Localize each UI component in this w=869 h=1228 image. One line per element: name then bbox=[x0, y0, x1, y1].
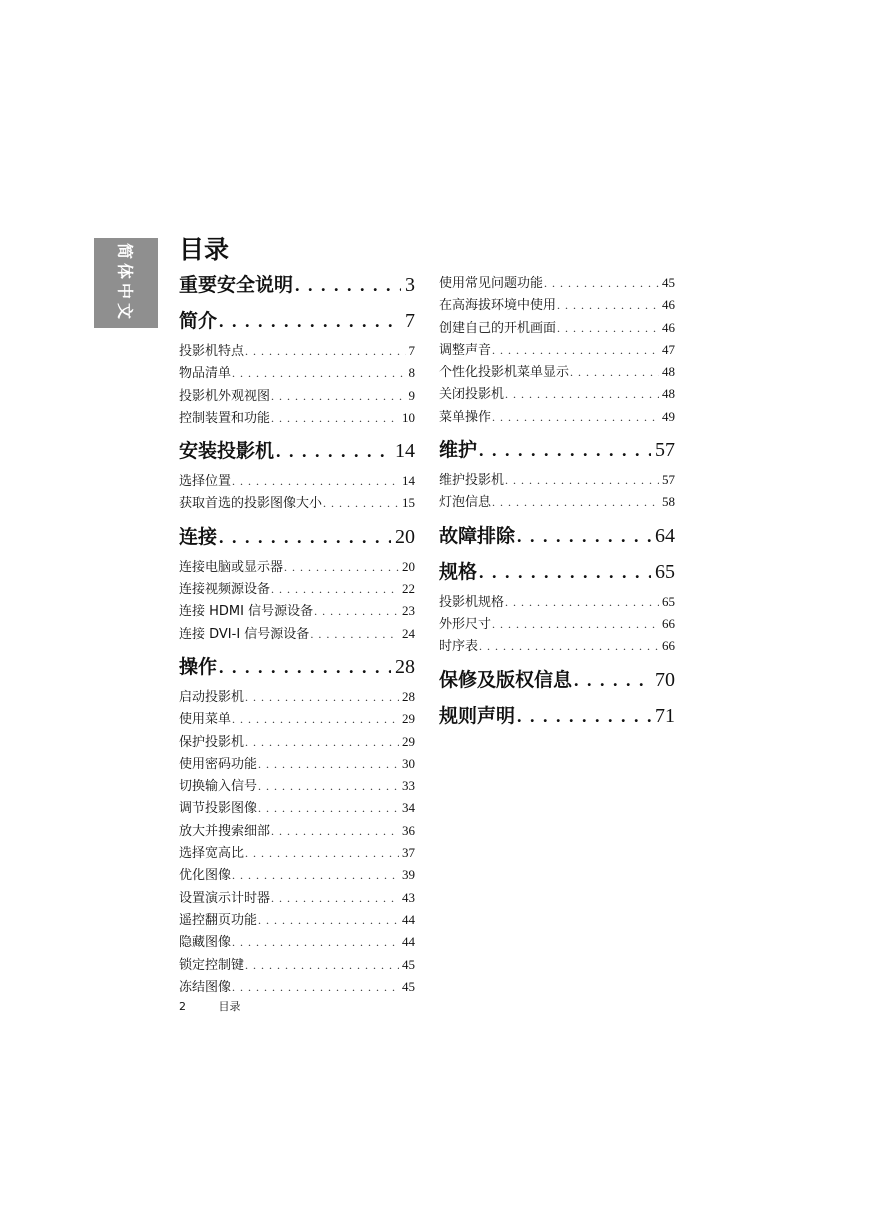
dot-leader bbox=[492, 491, 659, 513]
dot-leader bbox=[245, 842, 399, 864]
dot-leader bbox=[323, 492, 399, 514]
toc-page-number: 70 bbox=[655, 668, 675, 691]
toc-label: 连接 HDMI 信号源设备 bbox=[179, 604, 314, 620]
toc-page-number: 33 bbox=[402, 778, 415, 794]
toc-page-number: 3 bbox=[405, 274, 415, 296]
dot-leader bbox=[544, 272, 659, 294]
toc-label: 灯泡信息 bbox=[439, 495, 492, 511]
toc-entry[interactable] bbox=[179, 954, 415, 976]
dot-leader bbox=[219, 524, 391, 551]
toc-entry[interactable] bbox=[179, 340, 415, 362]
toc-page-number: 20 bbox=[402, 558, 415, 574]
dot-leader bbox=[492, 339, 659, 361]
toc-entry[interactable] bbox=[179, 385, 415, 407]
toc-label: 冻结图像 bbox=[179, 979, 232, 995]
toc-label: 连接视频源设备 bbox=[179, 582, 271, 598]
toc-label: 关闭投影机 bbox=[439, 387, 505, 403]
toc-page-number: 9 bbox=[408, 387, 415, 403]
toc-page-number: 37 bbox=[402, 845, 415, 861]
toc-page-number: 71 bbox=[655, 704, 675, 727]
toc-page-number: 10 bbox=[402, 409, 415, 425]
toc-page-number: 46 bbox=[662, 319, 675, 335]
dot-leader bbox=[232, 470, 399, 492]
toc-label: 放大并搜索细部 bbox=[179, 823, 271, 839]
toc-page-number: 65 bbox=[655, 560, 675, 583]
toc-entry[interactable] bbox=[439, 317, 675, 339]
dot-leader bbox=[258, 775, 399, 797]
dot-leader bbox=[271, 820, 399, 842]
toc-label: 个性化投影机菜单显示 bbox=[439, 365, 570, 381]
dot-leader bbox=[232, 931, 399, 953]
toc-page-number: 44 bbox=[402, 911, 415, 927]
toc-page-number: 30 bbox=[402, 755, 415, 771]
toc-entry[interactable] bbox=[439, 635, 675, 657]
toc-label: 创建自己的开机画面 bbox=[439, 320, 557, 336]
toc-page-number: 28 bbox=[402, 688, 415, 704]
toc-page-number: 46 bbox=[662, 297, 675, 313]
toc-page-number: 28 bbox=[395, 655, 415, 678]
toc-entry[interactable] bbox=[439, 339, 675, 361]
toc-page-number: 20 bbox=[395, 525, 415, 548]
dot-leader bbox=[517, 523, 651, 550]
toc-page-number: 48 bbox=[662, 386, 675, 402]
toc-page-number: 29 bbox=[402, 733, 415, 749]
dot-leader bbox=[232, 362, 405, 384]
toc-entry[interactable] bbox=[179, 362, 415, 384]
toc-entry[interactable] bbox=[179, 708, 415, 730]
toc-page-number: 47 bbox=[662, 341, 675, 357]
toc-label: 锁定控制键 bbox=[179, 957, 245, 973]
dot-leader bbox=[479, 635, 659, 657]
dot-leader bbox=[271, 578, 399, 600]
toc-label: 优化图像 bbox=[179, 868, 232, 884]
dot-leader bbox=[245, 731, 399, 753]
toc-label: 选择位置 bbox=[179, 474, 232, 490]
toc-entry[interactable] bbox=[439, 406, 675, 428]
toc-entry[interactable] bbox=[179, 731, 415, 753]
toc-label: 连接电脑或显示器 bbox=[179, 559, 284, 575]
dot-leader bbox=[314, 600, 399, 622]
toc-label: 隐藏图像 bbox=[179, 935, 232, 951]
toc-entry[interactable] bbox=[179, 931, 415, 953]
dot-leader bbox=[557, 317, 659, 339]
toc-entry[interactable] bbox=[179, 686, 415, 708]
toc-page-number: 39 bbox=[402, 867, 415, 883]
dot-leader bbox=[505, 469, 659, 491]
toc-section-heading[interactable] bbox=[439, 703, 675, 730]
dot-leader bbox=[271, 407, 399, 429]
toc-page-number: 64 bbox=[655, 524, 675, 547]
toc-entry[interactable] bbox=[439, 591, 675, 613]
dot-leader bbox=[245, 686, 399, 708]
toc-label: 遥控翻页功能 bbox=[179, 912, 258, 928]
page-title: 目录 bbox=[179, 235, 230, 264]
toc-label: 使用常见问题功能 bbox=[439, 276, 544, 291]
toc-label: 安装投影机 bbox=[179, 440, 275, 463]
toc-page-number: 14 bbox=[395, 440, 415, 463]
dot-leader bbox=[258, 797, 399, 819]
toc-page-number: 66 bbox=[662, 615, 675, 631]
toc-label: 规格 bbox=[439, 560, 478, 583]
footer-page-number: 2 bbox=[179, 1000, 186, 1013]
toc-label: 维护 bbox=[439, 439, 478, 462]
toc-page-number: 44 bbox=[402, 934, 415, 950]
toc-label: 菜单操作 bbox=[439, 409, 492, 425]
dot-leader bbox=[219, 654, 391, 681]
dot-leader bbox=[574, 667, 651, 694]
toc-entry[interactable] bbox=[179, 578, 415, 600]
toc-page-number: 36 bbox=[402, 822, 415, 838]
toc-label: 启动投影机 bbox=[179, 689, 245, 705]
toc-page-number: 43 bbox=[402, 889, 415, 905]
toc-page-number: 8 bbox=[408, 365, 415, 381]
toc-label: 调节投影图像 bbox=[179, 801, 258, 817]
toc-page-number: 7 bbox=[408, 343, 415, 358]
toc-page-number: 22 bbox=[402, 581, 415, 597]
toc-entry[interactable] bbox=[179, 797, 415, 819]
toc-page-number: 14 bbox=[402, 473, 415, 489]
toc-entry[interactable] bbox=[179, 407, 415, 429]
language-tab-label: 简体中文 bbox=[115, 242, 135, 324]
toc-entry[interactable] bbox=[179, 820, 415, 842]
dot-leader bbox=[271, 887, 399, 909]
toc-page-number: 57 bbox=[655, 439, 675, 462]
toc-label: 获取首选的投影图像大小 bbox=[179, 496, 323, 512]
toc-label: 时序表 bbox=[439, 639, 479, 655]
toc-page-number: 49 bbox=[662, 408, 675, 424]
toc-label: 设置演示计时器 bbox=[179, 890, 271, 906]
toc-label: 重要安全说明 bbox=[179, 274, 294, 296]
toc-label: 选择宽高比 bbox=[179, 846, 245, 862]
dot-leader bbox=[295, 272, 401, 299]
dot-leader bbox=[492, 406, 659, 428]
toc-left-column bbox=[179, 272, 415, 998]
toc-section-heading[interactable] bbox=[439, 667, 675, 694]
toc-label: 故障排除 bbox=[439, 524, 516, 547]
toc-section-heading[interactable] bbox=[439, 559, 675, 586]
toc-page-number: 24 bbox=[402, 625, 415, 641]
dot-leader bbox=[232, 976, 399, 998]
toc-entry[interactable] bbox=[179, 623, 415, 645]
dot-leader bbox=[310, 623, 399, 645]
toc-entry[interactable] bbox=[179, 600, 415, 622]
dot-leader bbox=[271, 385, 405, 407]
toc-section-heading[interactable] bbox=[179, 654, 415, 681]
dot-leader bbox=[232, 708, 399, 730]
dot-leader bbox=[557, 294, 659, 316]
toc-entry[interactable] bbox=[179, 909, 415, 931]
toc-page-number: 57 bbox=[662, 472, 675, 488]
dot-leader bbox=[284, 556, 399, 578]
dot-leader bbox=[479, 437, 651, 464]
toc-entry[interactable] bbox=[439, 294, 675, 316]
toc-label: 投影机外观视图 bbox=[179, 388, 271, 404]
toc-entry[interactable] bbox=[179, 976, 415, 998]
toc-entry[interactable] bbox=[179, 842, 415, 864]
toc-page-number: 58 bbox=[662, 494, 675, 510]
toc-label: 调整声音 bbox=[439, 342, 492, 358]
toc-section-heading[interactable] bbox=[439, 523, 675, 550]
toc-page-number: 7 bbox=[405, 310, 415, 332]
toc-entry[interactable] bbox=[179, 753, 415, 775]
toc-entry[interactable] bbox=[439, 361, 675, 383]
toc-entry[interactable] bbox=[439, 383, 675, 405]
dot-leader bbox=[232, 864, 399, 886]
dot-leader bbox=[492, 613, 659, 635]
toc-label: 控制装置和功能 bbox=[179, 410, 271, 426]
toc-label: 外形尺寸 bbox=[439, 616, 492, 632]
toc-label: 操作 bbox=[179, 655, 218, 678]
page-footer bbox=[179, 998, 241, 1014]
toc-entry[interactable] bbox=[179, 775, 415, 797]
toc-label: 投影机规格 bbox=[439, 594, 505, 610]
language-tab bbox=[94, 238, 158, 328]
toc-page-number: 48 bbox=[662, 364, 675, 380]
toc-page-number: 34 bbox=[402, 800, 415, 816]
toc-page-number: 15 bbox=[402, 495, 415, 511]
toc-label: 规则声明 bbox=[439, 704, 516, 727]
toc-label: 在高海拔环境中使用 bbox=[439, 298, 557, 314]
toc-label: 连接 DVI-I 信号源设备 bbox=[179, 626, 310, 642]
toc-page-number: 45 bbox=[402, 956, 415, 972]
toc-right-column bbox=[439, 272, 675, 735]
toc-label: 维护投影机 bbox=[439, 473, 505, 489]
toc-label: 连接 bbox=[179, 525, 218, 548]
toc-section-heading[interactable] bbox=[179, 308, 415, 335]
toc-section-heading[interactable] bbox=[179, 272, 415, 299]
toc-section-heading[interactable] bbox=[179, 524, 415, 551]
dot-leader bbox=[245, 954, 399, 976]
toc-section-heading[interactable] bbox=[439, 437, 675, 464]
toc-label: 物品清单 bbox=[179, 366, 232, 382]
toc-page-number: 65 bbox=[662, 593, 675, 609]
toc-label: 简介 bbox=[179, 310, 218, 332]
dot-leader bbox=[505, 591, 659, 613]
toc-page-number: 45 bbox=[402, 978, 415, 994]
toc-entry[interactable] bbox=[179, 470, 415, 492]
toc-label: 保修及版权信息 bbox=[439, 668, 573, 691]
toc-section-heading[interactable] bbox=[179, 438, 415, 465]
dot-leader bbox=[258, 753, 399, 775]
dot-leader bbox=[258, 909, 399, 931]
toc-entry[interactable] bbox=[439, 469, 675, 491]
dot-leader bbox=[245, 340, 405, 362]
toc-label: 切换输入信号 bbox=[179, 779, 258, 795]
toc-entry[interactable] bbox=[439, 272, 675, 294]
toc-entry[interactable] bbox=[179, 492, 415, 514]
toc-label: 使用密码功能 bbox=[179, 756, 258, 772]
dot-leader bbox=[517, 703, 651, 730]
footer-section: 目录 bbox=[218, 1000, 241, 1013]
dot-leader bbox=[505, 383, 659, 405]
toc-page-number: 23 bbox=[402, 603, 415, 619]
toc-label: 保护投影机 bbox=[179, 734, 245, 750]
toc-entry[interactable] bbox=[179, 864, 415, 886]
dot-leader bbox=[570, 361, 659, 383]
toc-page-number: 29 bbox=[402, 711, 415, 727]
dot-leader bbox=[276, 438, 391, 465]
toc-entry[interactable] bbox=[439, 491, 675, 513]
toc-entry[interactable] bbox=[179, 556, 415, 578]
dot-leader bbox=[479, 559, 651, 586]
toc-label: 使用菜单 bbox=[179, 712, 232, 728]
toc-page-number: 45 bbox=[662, 275, 675, 290]
toc-label: 投影机特点 bbox=[179, 344, 245, 359]
toc-entry[interactable] bbox=[439, 613, 675, 635]
dot-leader bbox=[219, 308, 401, 335]
toc-page-number: 66 bbox=[662, 638, 675, 654]
toc-entry[interactable] bbox=[179, 887, 415, 909]
